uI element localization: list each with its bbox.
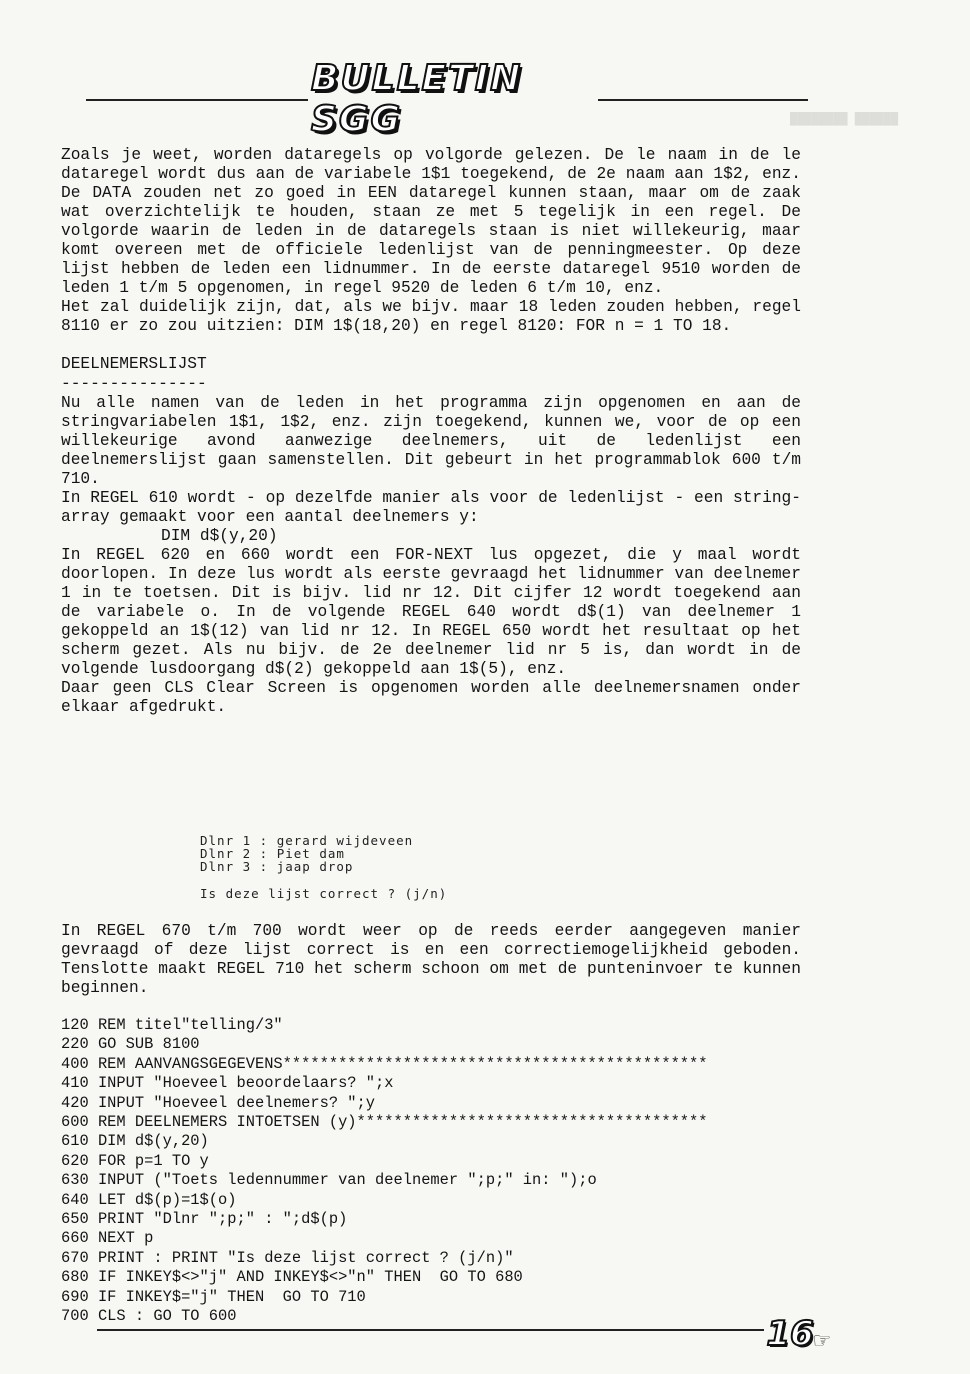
code-line: 420 INPUT "Hoeveel deelnemers? ";y [61, 1093, 376, 1112]
code-line: 600 REM DEELNEMERS INTOETSEN (y)************************************** [61, 1113, 708, 1132]
paragraph: In REGEL 670 t/m 700 wordt weer op de reeds eerder aangegeven manier gevraagd of deze lijst correct is en een correctiemogelijkheid geboden. Tenslotte maakt REGEL 710 het scherm schoon om met de punteninvoer te kunnen beginnen. [61, 922, 801, 998]
code-line: 410 INPUT "Hoeveel beoordelaars? ";x [61, 1074, 394, 1093]
code-line: 690 IF INKEY$="j" THEN GO TO 710 [61, 1287, 366, 1306]
paragraph: In REGEL 620 en 660 wordt een FOR-NEXT lus opgezet, die y maal wordt doorlopen. In deze lus wordt als eerste gevraagd het lidnummer van deelnemer 1 in te toetsen. Dit is bijv. lid nr 12. Dit cijfer 12 wordt toegekend aan de variabele o. In de volgende REGEL 640 wordt d$(1) van deelnemer 1 gekoppeld an 1$(12) van lid nr 12. In REGEL 650 wordt het resultaat op het scherm gezet. Als nu bijv. de 2e deelnemer lid nr 5 is, dan wordt in de volgende lusdoorgang d$(2) gekoppeld aan 1$(5), enz. [61, 545, 801, 679]
code-line: 650 PRINT "Dlnr ";p;" : ";d$(p) [61, 1210, 348, 1229]
code-line: 630 INPUT ("Toets ledennummer van deelnemer ";p;" in: ");o [61, 1171, 597, 1190]
screen-question: Is deze lijst correct ? (j/n) [200, 886, 448, 901]
code-listing [61, 1016, 708, 1327]
bulletin-banner [311, 58, 597, 140]
screen-line: Dlnr 2 : Piet dam [200, 846, 345, 861]
screen-output [200, 834, 447, 900]
code-line: 660 NEXT p [61, 1229, 154, 1248]
paragraph: Nu alle namen van de leden in het programma zijn opgenomen en aan de stringvariabelen 1$1, 1$2, enz. zijn toegekend, kunnen we, voor de op een willekeurige avond aanwezige deelnemers, uit de ledenlijst een deelnemerslijst gaan samenstellen. Dit gebeurt in het programmablok 600 t/m 710. [61, 393, 801, 488]
code-line: 400 REM AANVANGSGEGEVENS********************************************** [61, 1054, 708, 1073]
code-line: 610 DIM d$(y,20) [61, 1132, 209, 1151]
paragraph: Zoals je weet, worden dataregels op volgorde gelezen. De le naam in de le dataregel wordt dus aan de variabele 1$1 toegekend, de 2e naam aan 1$2, enz. De DATA zouden net zo goed in EEN dataregel kunnen staan, maar om de zaak wat overzichtelijk te houden, staan ze met 5 tegelijk in een regel. De volgorde waarin de leden in de dataregels staan is niet willekeurig, maar komt overeen met de officiele ledenlijst van de penningmeester. Op deze lijst hebben de leden een lidnummer. In de eerste dataregel 9510 worden de leden 1 t/m 5 opgenomen, in regel 9520 de leden 6 t/m 10, enz. [61, 146, 801, 298]
header-rule-left [86, 99, 308, 101]
code-line: 700 CLS : GO TO 600 [61, 1307, 237, 1326]
paragraph: In REGEL 610 wordt - op dezelfde manier als voor de ledenlijst - een string-array gemaakt voor een aantal deelnemers y: [61, 488, 801, 526]
footer-rule [97, 1329, 764, 1331]
header-rule-right [598, 99, 808, 101]
screen-line: Dlnr 1 : gerard wijdeveen [200, 833, 414, 848]
code-line: 680 IF INKEY$<>"j" AND INKEY$<>"n" THEN GO TO 680 [61, 1268, 523, 1287]
article-body [61, 146, 801, 717]
article-body-continued [61, 922, 801, 998]
paragraph: Daar geen CLS Clear Screen is opgenomen worden alle deelnemersnamen onder elkaar afgedrukt. [61, 679, 801, 717]
page-number-text: 16 [766, 1314, 814, 1354]
code-line: 640 LET d$(p)=1$(o) [61, 1190, 237, 1209]
page-number [768, 1314, 812, 1354]
section-underline: --------------- [61, 374, 207, 393]
section-heading: DEELNEMERSLIJST [61, 355, 207, 374]
code-line: 670 PRINT : PRINT "Is deze lijst correct ? (j/n)" [61, 1248, 514, 1267]
pointing-hand-icon: ☞ [814, 1327, 830, 1357]
inline-code: DIM d$(y,20) [161, 526, 278, 545]
bleed-through: ████████ ██████ [790, 112, 899, 126]
screen-line: Dlnr 3 : jaap drop [200, 859, 354, 874]
paragraph: Het zal duidelijk zijn, dat, als we bijv. maar 18 leden zouden hebben, regel 8110 er zo zou uitzien: DIM 1$(18,20) en regel 8120: FOR n = 1 TO 18. [61, 298, 801, 336]
code-line: 620 FOR p=1 TO y [61, 1151, 209, 1170]
code-line: 120 REM titel"telling/3" [61, 1016, 283, 1034]
code-line: 220 GO SUB 8100 [61, 1035, 200, 1054]
banner-title: BULLETIN SGG [311, 58, 523, 140]
